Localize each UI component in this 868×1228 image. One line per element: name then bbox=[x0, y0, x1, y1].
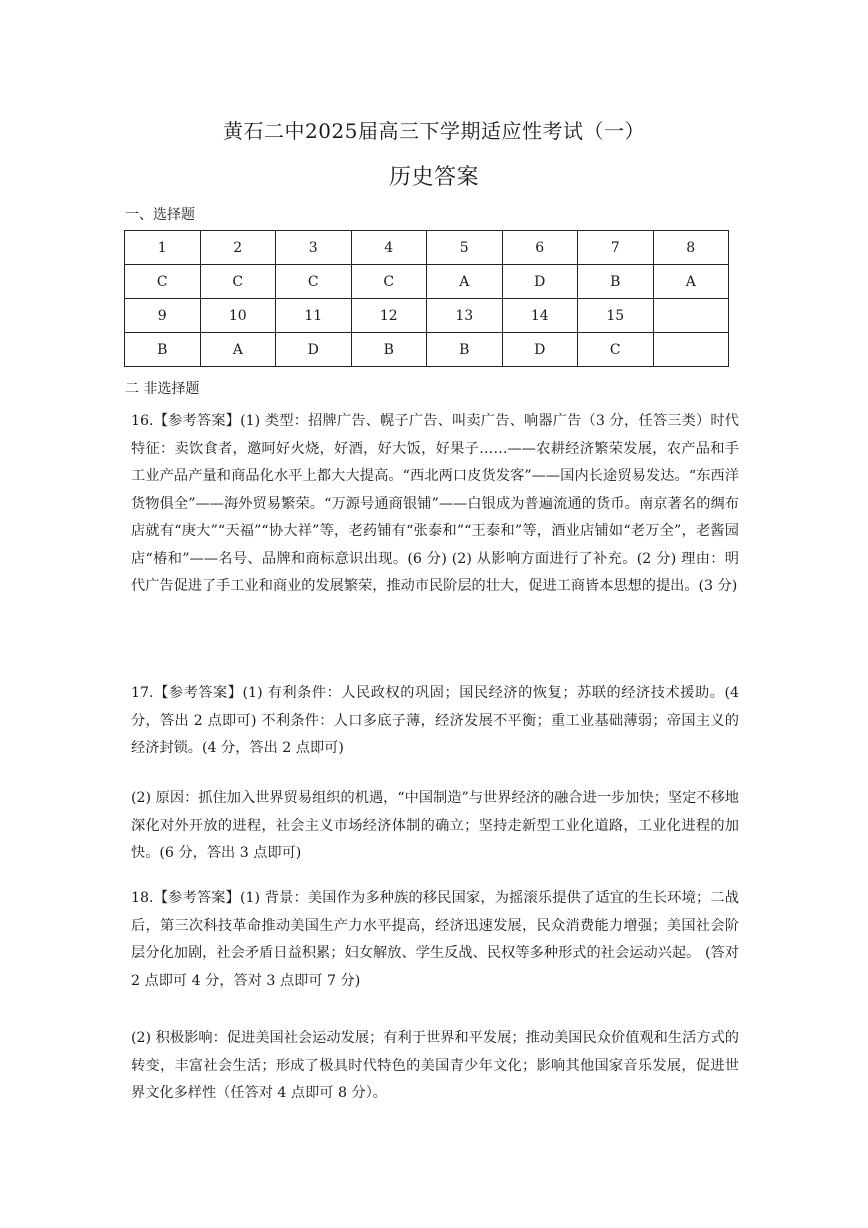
answer-cell: A bbox=[653, 265, 729, 299]
question-number-cell: 2 bbox=[200, 231, 276, 265]
answer-cell: C bbox=[578, 333, 654, 367]
answer-cell: B bbox=[351, 333, 427, 367]
answer-cell: D bbox=[502, 333, 578, 367]
question-number-cell: 15 bbox=[578, 299, 654, 333]
answer-cell: C bbox=[125, 265, 201, 299]
answer-cell: D bbox=[276, 333, 352, 367]
answer-cell: B bbox=[578, 265, 654, 299]
question-number-cell: 11 bbox=[276, 299, 352, 333]
answer-question-17-part1: 17.【参考答案】(1) 有利条件：人民政权的巩固；国民经济的恢复；苏联的经济技术援助。(4 分，答出 2 点即可) 不利条件：人口多底子薄，经济发展不平衡；重工业基础薄弱；帝国主义的经济封锁。(4 分，答出 2 点即可) bbox=[131, 685, 739, 756]
answer-cell: B bbox=[125, 333, 201, 367]
answer-row bbox=[125, 333, 729, 367]
exam-subtitle: 历史答案 bbox=[388, 165, 479, 190]
question-number-cell: 14 bbox=[502, 299, 578, 333]
question-number-cell: 8 bbox=[653, 231, 729, 265]
question-number-cell: 9 bbox=[125, 299, 201, 333]
answer-cell: A bbox=[427, 265, 503, 299]
question-number-cell: 3 bbox=[276, 231, 352, 265]
question-number-cell: 5 bbox=[427, 231, 503, 265]
answer-cell: D bbox=[502, 265, 578, 299]
answer-question-16: 16.【参考答案】(1) 类型：招牌广告、幌子广告、叫卖广告、响器广告（3 分，任答三类）时代特征：卖饮食者，邀呵好火烧，好酒，好大饭，好果子……——农耕经济繁荣发展，农产品和手工业产品产量和商品化水平上都大大提高。“西北两口皮货发客”——国内长途贸易发达。“东西洋货物俱全”——海外贸易繁荣。“万源号通商银铺”——白银成为普遍流通的货币。南京著名的绸布店就有“庚大”“天福”“协大祥”等，老药铺有“张泰和”“王泰和”等，酒业店铺如“老万全”，老酱园店“椿和”——名号、品牌和商标意识出现。(6 分) (2) 从影响方面进行了补充。(2 分) 理由：明代广告促进了手工业和商业的发展繁荣，推动市民阶层的壮大，促进工商皆本思想的提出。(3 分) bbox=[131, 413, 739, 594]
answer-row bbox=[125, 265, 729, 299]
answer-cell: A bbox=[200, 333, 276, 367]
question-number-cell: 13 bbox=[427, 299, 503, 333]
section-non-choice-heading: 二 非选择题 bbox=[125, 381, 200, 397]
question-number-cell: 6 bbox=[502, 231, 578, 265]
question-number-row bbox=[125, 231, 729, 265]
question-number-cell: 7 bbox=[578, 231, 654, 265]
answer-cell: B bbox=[427, 333, 503, 367]
section-multiple-choice-heading: 一、选择题 bbox=[125, 207, 195, 223]
question-number-cell: 1 bbox=[125, 231, 201, 265]
answer-cell: C bbox=[276, 265, 352, 299]
answer-question-17-part2: (2) 原因：抓住加入世界贸易组织的机遇，“中国制造”与世界经济的融合进一步加快；坚定不移地深化对外开放的进程，社会主义市场经济体制的确立；坚持走新型工业化道路，工业化进程的加快。(6 分，答出 3 点即可) bbox=[131, 790, 739, 861]
answer-question-18-part2: (2) 积极影响：促进美国社会运动发展；有利于世界和平发展；推动美国民众价值观和生活方式的转变，丰富社会生活；形成了极具时代特色的美国青少年文化；影响其他国家音乐发展，促进世界文化多样性（任答对 4 点即可 8 分）。 bbox=[131, 1030, 739, 1101]
question-number-cell: 10 bbox=[200, 299, 276, 333]
answer-cell bbox=[653, 333, 729, 367]
question-number-cell bbox=[653, 299, 729, 333]
answer-cell: C bbox=[200, 265, 276, 299]
question-number-cell: 12 bbox=[351, 299, 427, 333]
answer-question-18-part1: 18.【参考答案】(1) 背景：美国作为多种族的移民国家，为摇滚乐提供了适宜的生长环境；二战后，第三次科技革命推动美国生产力水平提高，经济迅速发展，民众消费能力增强；美国社会阶层分化加剧，社会矛盾日益积累；妇女解放、学生反战、民权等多种形式的社会运动兴起。 (答对 2 点即可 4 分，答对 3 点即可 7 分) bbox=[131, 890, 739, 989]
multiple-choice-answer-table bbox=[124, 230, 729, 367]
question-number-row bbox=[125, 299, 729, 333]
exam-title: 黄石二中2025届高三下学期适应性考试（一） bbox=[223, 119, 645, 143]
answer-cell: C bbox=[351, 265, 427, 299]
question-number-cell: 4 bbox=[351, 231, 427, 265]
